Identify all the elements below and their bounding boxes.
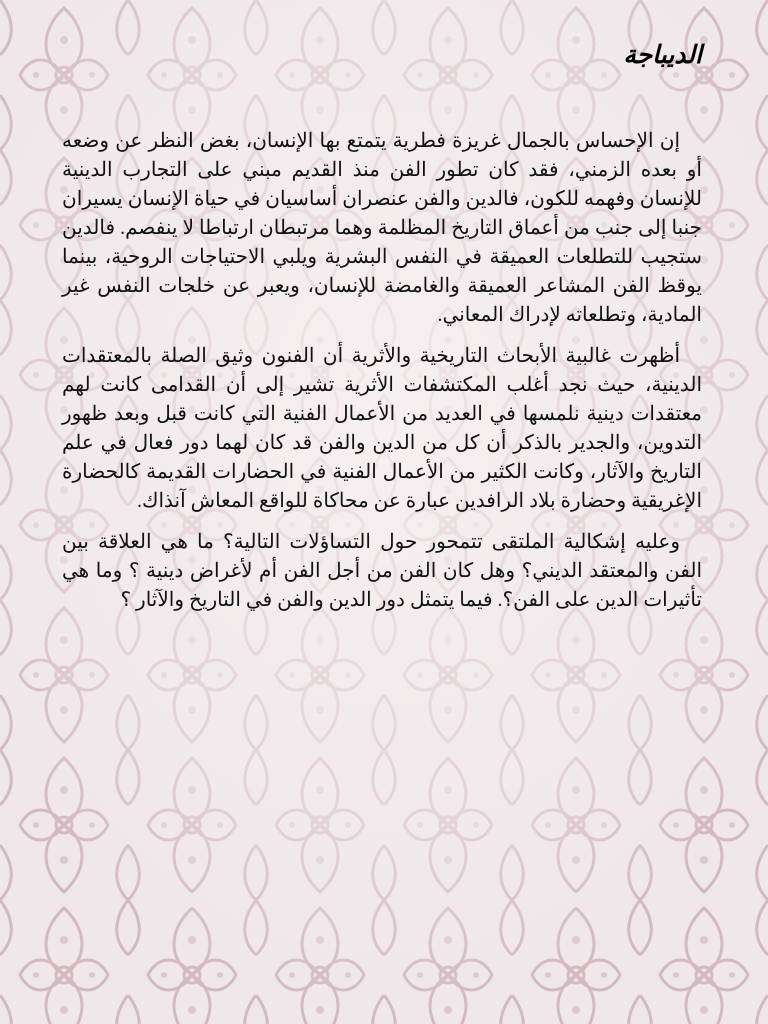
paragraph-1: إن الإحساس بالجمال غريزة فطرية يتمتع بها الإنسان، بغض النظر عن وضعه أو بعده الزمني، فقد كان تطور الفن منذ القديم مبني على التجارب الدينية للإنسان وفهمه للكون، فالدين والفن عنصران أساسيان في حياة الإنسان يسيران جنبا إلى جنب من أعماق التاريخ المظلمة وهما مرتبطان ارتباطا لا ينفصم. فالدين ستجيب للتطلعات العميقة في النفس البشرية ويلبي الاحتياجات الروحية، بينما يوقظ الفن المشاعر العميقة والغامضة للإنسان، ويعبر عن خلجات النفس غير المادية، وتطلعاته لإدراك المعاني. [62, 130, 702, 326]
paragraph-2: أظهرت غالبية الأبحاث التاريخية والأثرية أن الفنون وثيق الصلة بالمعتقدات الدينية، حيث نجد أغلب المكتشفات الأثرية تشير إلى أن القدامى كانت لهم معتقدات دينية نلمسها في العديد من الأعمال الفنية التي كانت قبل وبعد ظهور التدوين، والجدير بالذكر أن كل من الدين والفن قد كان لهما دور فعال في علم التاريخ والآثار، وكانت الكثير من الأعمال الفنية في الحضارات القديمة كالحضارة الإغريقية وحضارة بلاد الرافدين عبارة عن محاكاة للواقع المعاش آنذاك. [62, 345, 702, 512]
document-title: الديباجة [623, 40, 702, 69]
document-page [62, 40, 702, 627]
paragraph-3: وعليه إشكالية الملتقى تتمحور حول التساؤلات التالية؟ ما هي العلاقة بين الفن والمعتقد الديني؟ وهل كان الفن من أجل الفن أم لأغراض دينية ؟ وما هي تأثيرات الدين على الفن؟. فيما يتمثل دور الدين والفن في التاريخ والآثار ؟ [62, 531, 702, 611]
